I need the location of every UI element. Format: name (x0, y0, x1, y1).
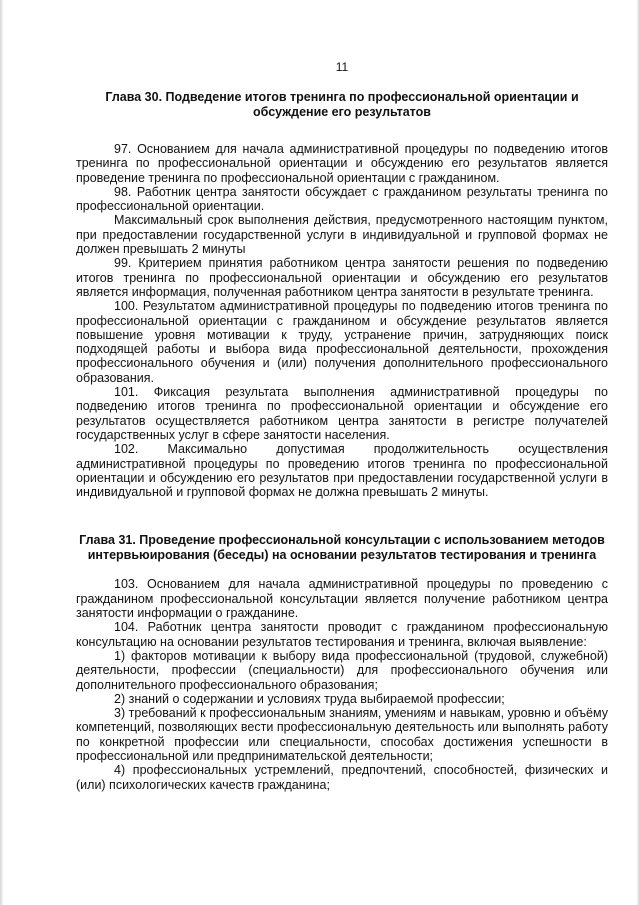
page-number: 11 (335, 60, 349, 74)
paragraph-98: 98. Работник центра занятости обсуждает с гражданином результаты тренинга по профессиональной ориентации. (76, 184, 608, 214)
list-item-3: 3) требований к профессиональным знаниям, умениям и навыкам, уровню и объёму компетенций, позволяющих вести профессиональную деятельность или выполнять работу по конкретной профессии или специальности, способах достижения успешности в профессиональной или предпринимательской деятельности; (76, 706, 608, 763)
document-page (76, 60, 608, 792)
list-item-1: 1) факторов мотивации к выбору вида профессиональной (трудовой, служебной) деятельности, профессии (специальности) для профессионального обучения или дополнительного профессионального образования; (76, 648, 608, 692)
list-item-4: 4) профессиональных устремлений, предпочтений, способностей, физических и (или) психологических качеств гражданина; (76, 763, 608, 792)
chapter-30-title: Глава 30. Подведение итогов тренинга по профессиональной ориентации и обсуждение его результатов (105, 90, 579, 119)
paragraph-99: 99. Критерием принятия работником центра занятости решения по подведению итогов тренинга по профессиональной ориентации и обсуждению его результатов является информация, полученная работником центра занятости в результате тренинга. (76, 256, 608, 299)
paragraph-101: 101. Фиксация результата выполнения административной процедуры по подведению итогов тренинга по профессиональной ориентации и обсуждение его результатов осуществляется работником центра занятости в регистре получателей государственных услуг в сфере занятости населения. (76, 385, 608, 442)
scan-edge-left (0, 0, 3, 905)
paragraph-104: 104. Работник центра занятости проводит с гражданином профессиональную консультацию на основании результатов тестирования и тренинга, включая выявление: (76, 620, 608, 649)
paragraph-97: 97. Основанием для начала административной процедуры по подведению итогов тренинга по профессиональной ориентации и обсуждению его результатов является проведение тренинга по профессиональной ориентации с гражданином. (76, 142, 608, 185)
chapter-31-title: Глава 31. Проведение профессиональной консультации с использованием методов интервьюирования (беседы) на основании результатов тестирования и тренинга (79, 533, 605, 563)
paragraph-100: 100. Результатом административной процедуры по подведению итогов тренинга по профессиональной ориентации с гражданином и обсуждение результатов является повышение уровня мотивации к труду, устранение причин, затрудняющих поиск подходящей работы и выбора вида профессиональной деятельности, прохождения профессионального обучения и (или) получения дополнительного профессионального образования. (76, 299, 608, 385)
list-item-2: 2) знаний о содержании и условиях труда выбираемой профессии; (114, 691, 505, 706)
paragraph-103: 103. Основанием для начала административной процедуры по проведению с гражданином профессиональной консультации является получение работником центра занятости информации о гражданине. (76, 577, 608, 621)
paragraph-102: 102. Максимально допустимая продолжительность осуществления административной процедуры по проведению итогов тренинга по профессиональной ориентации и обсуждению его результатов при предоставлении государственной услуги в индивидуальной и групповой формах не должна превышать 2 минуты. (76, 442, 608, 500)
paragraph-98-term: Максимальный срок выполнения действия, предусмотренного настоящим пунктом, при предоставлении государственной услуги в индивидуальной и групповой формах не должен превышать 2 минуты (76, 213, 608, 257)
